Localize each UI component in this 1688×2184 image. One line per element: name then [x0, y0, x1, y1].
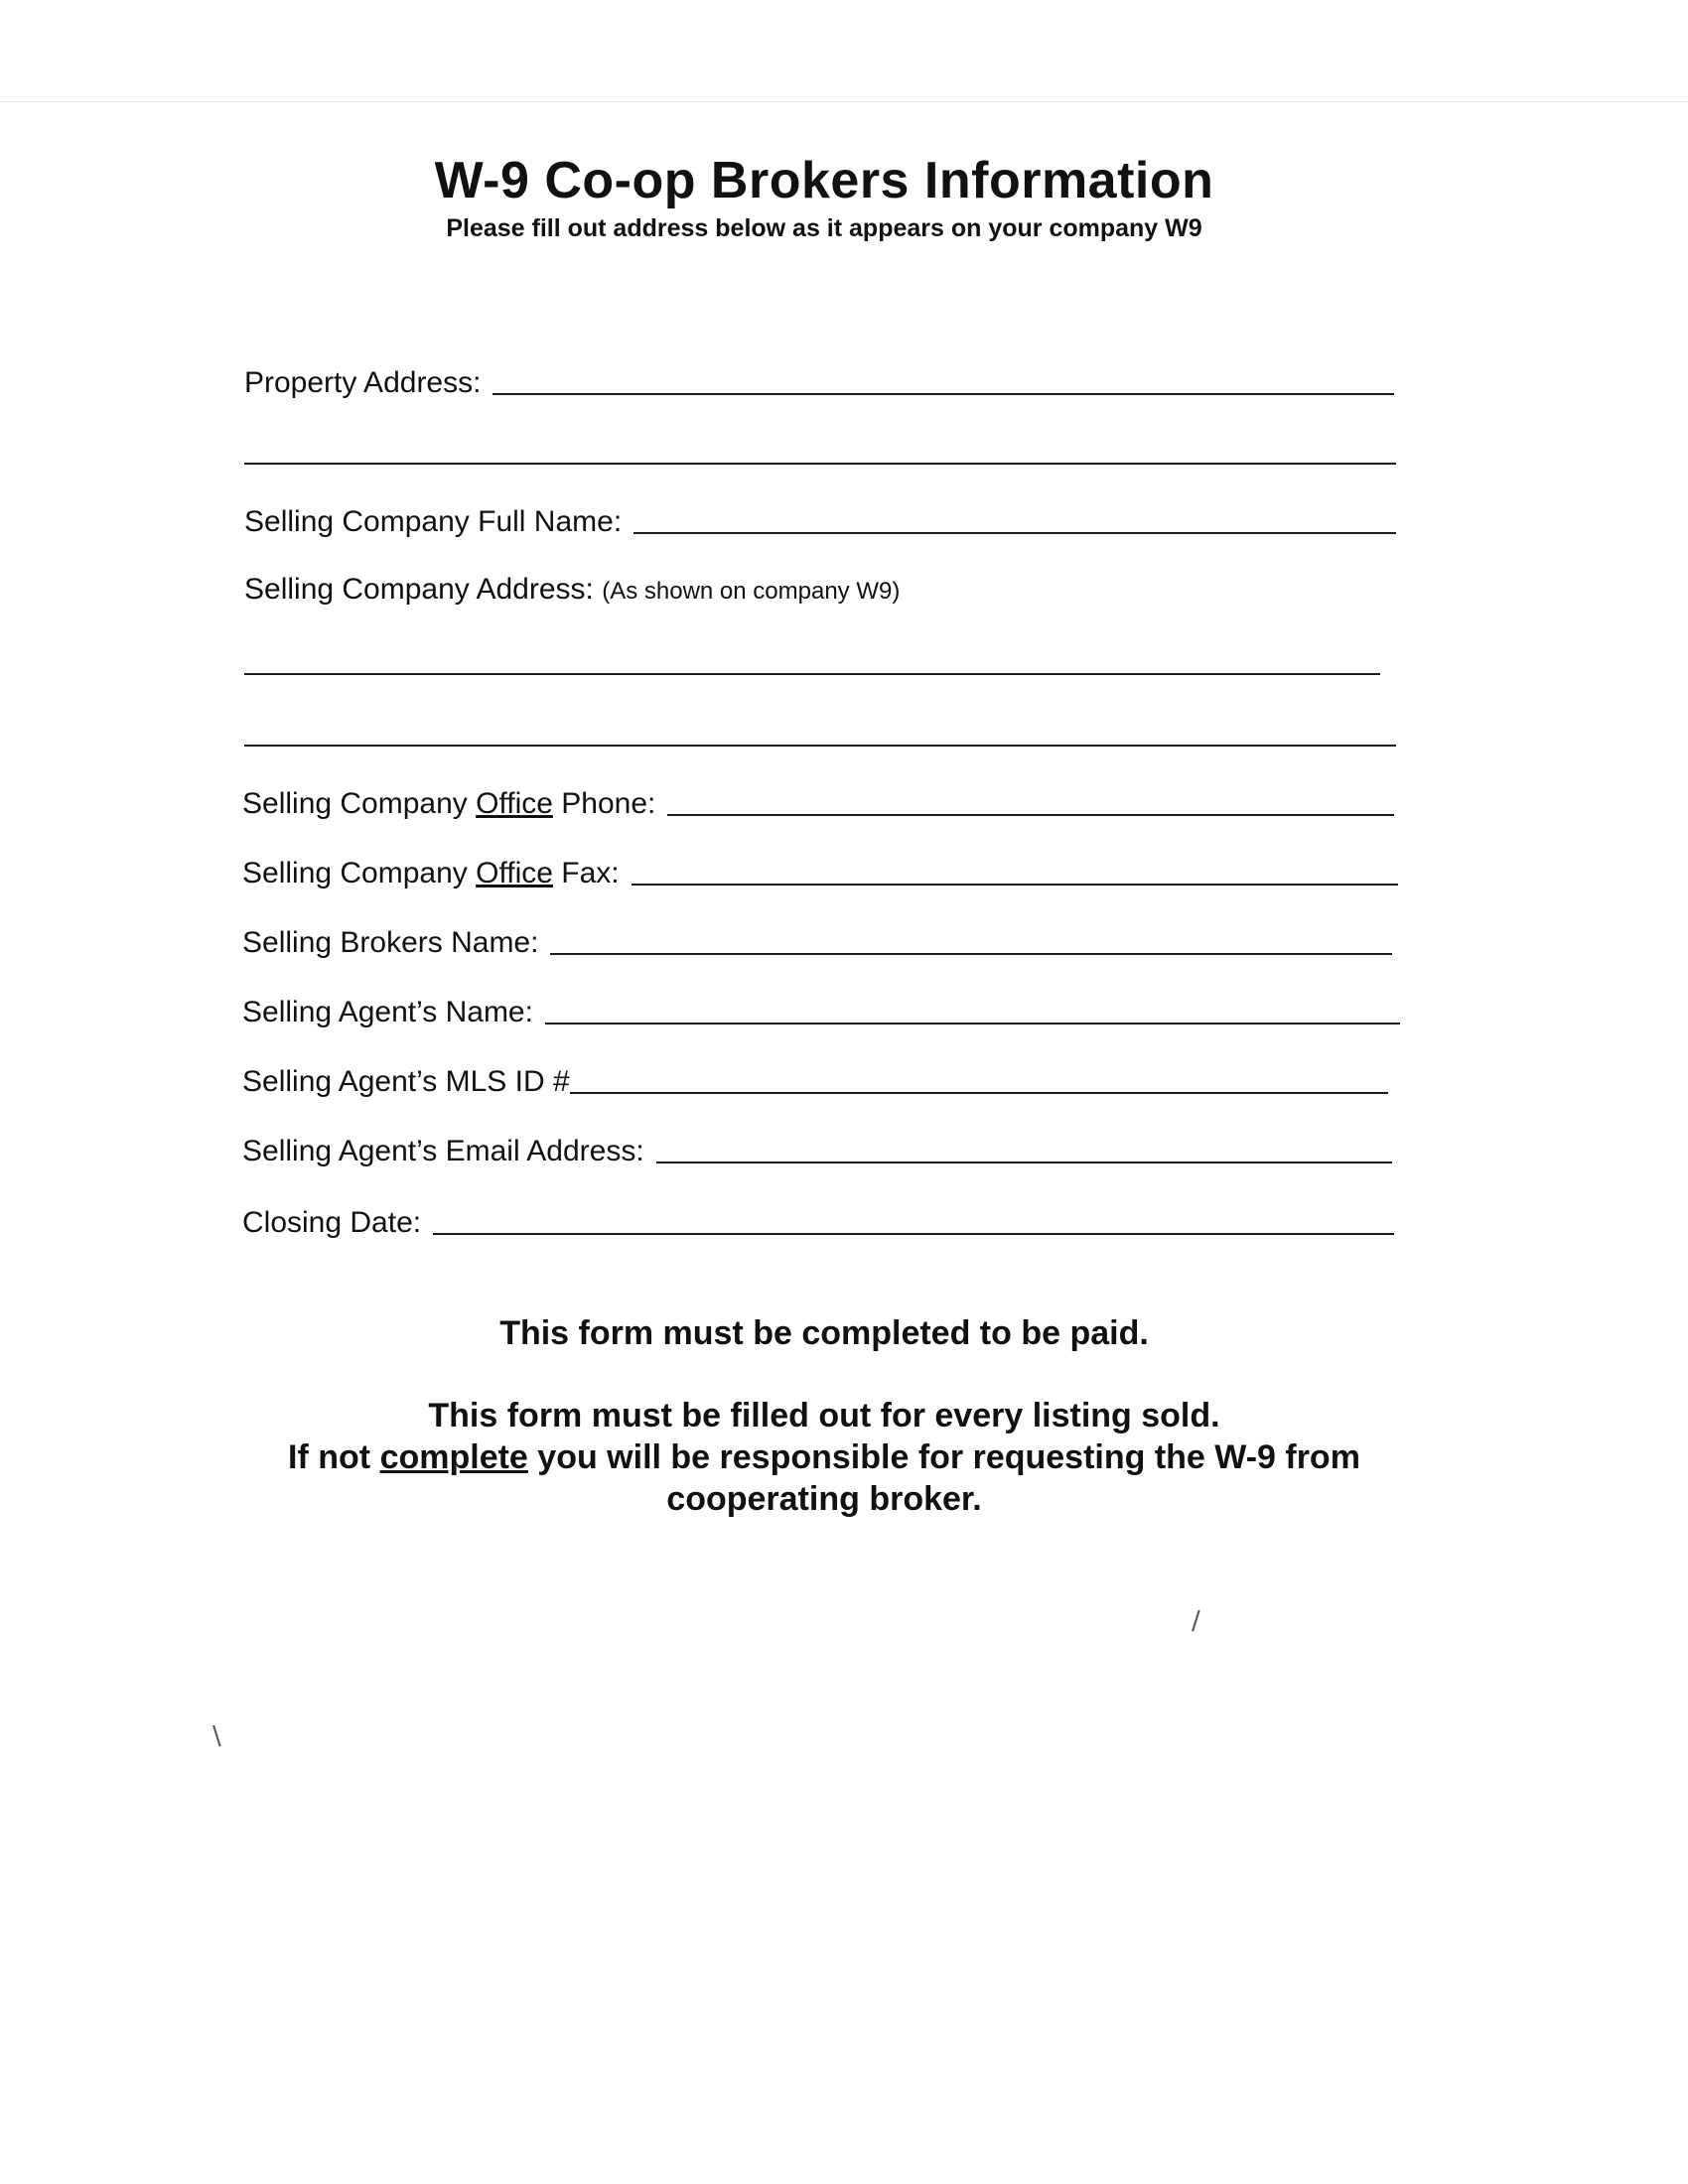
property-address-line[interactable]: [492, 393, 1394, 395]
selling-agents-mls-id-field[interactable]: [242, 1056, 1388, 1100]
notice-cooperating-broker: cooperating broker.: [666, 1480, 982, 1518]
selling-company-address-field: [244, 566, 1396, 610]
selling-company-full-name-line[interactable]: [633, 532, 1396, 534]
selling-company-address-note: (As shown on company W9): [602, 578, 901, 605]
selling-agents-name-line[interactable]: [545, 1023, 1400, 1024]
notice-responsibility: [0, 1436, 1648, 1478]
selling-brokers-name-field[interactable]: [242, 917, 1392, 961]
notice-responsibility-suffix: you will be responsible for requesting the W-9 from: [527, 1438, 1360, 1476]
property-address-line-2[interactable]: [244, 463, 1396, 465]
selling-agents-mls-id-label: Selling Agent’s MLS ID #: [242, 1065, 570, 1098]
selling-agents-email-label: Selling Agent’s Email Address:: [242, 1135, 644, 1167]
selling-company-address-line-2[interactable]: [244, 745, 1396, 747]
notice-responsibility-complete: complete: [379, 1438, 528, 1476]
office-phone-label-suffix: Phone:: [552, 787, 656, 820]
office-fax-line[interactable]: [632, 884, 1398, 886]
selling-agents-email-line[interactable]: [656, 1161, 1392, 1163]
selling-brokers-name-label: Selling Brokers Name:: [242, 926, 539, 959]
notice-completed-to-be-paid: This form must be completed to be paid.: [499, 1314, 1149, 1352]
selling-company-address-label: Selling Company Address:: [244, 573, 594, 606]
selling-agents-email-field[interactable]: [242, 1126, 1392, 1169]
closing-date-label: Closing Date:: [242, 1206, 422, 1239]
notice-responsibility-prefix: If not: [288, 1438, 380, 1476]
office-phone-label-prefix: Selling Company: [242, 787, 477, 820]
selling-company-full-name-field[interactable]: [244, 496, 1396, 540]
property-address-label: Property Address:: [244, 366, 482, 399]
office-fax-field[interactable]: [242, 848, 1398, 891]
notice-every-listing: This form must be filled out for every listing sold.: [428, 1397, 1220, 1434]
selling-agents-name-field[interactable]: [242, 987, 1400, 1030]
form-title: W-9 Co-op Brokers Information: [434, 152, 1214, 209]
scan-mark: \: [212, 1721, 221, 1751]
selling-brokers-name-line[interactable]: [550, 953, 1392, 955]
office-fax-label-office: Office: [476, 857, 553, 889]
selling-company-full-name-label: Selling Company Full Name:: [244, 505, 623, 538]
closing-date-line[interactable]: [433, 1233, 1394, 1235]
selling-company-address-line-1[interactable]: [244, 673, 1380, 675]
form-subtitle: Please fill out address below as it appears on your company W9: [446, 214, 1202, 242]
office-phone-line[interactable]: [667, 814, 1394, 816]
office-fax-label-suffix: Fax:: [552, 857, 620, 889]
office-fax-label-prefix: Selling Company: [242, 857, 477, 889]
property-address-field[interactable]: [244, 357, 1394, 401]
scan-edge: [0, 101, 1688, 102]
closing-date-field[interactable]: [242, 1197, 1394, 1241]
selling-agents-mls-id-line[interactable]: [570, 1092, 1388, 1094]
scan-mark: /: [1192, 1606, 1200, 1636]
office-phone-label-office: Office: [476, 787, 553, 820]
office-phone-field[interactable]: [242, 778, 1394, 822]
selling-agents-name-label: Selling Agent’s Name:: [242, 996, 533, 1028]
